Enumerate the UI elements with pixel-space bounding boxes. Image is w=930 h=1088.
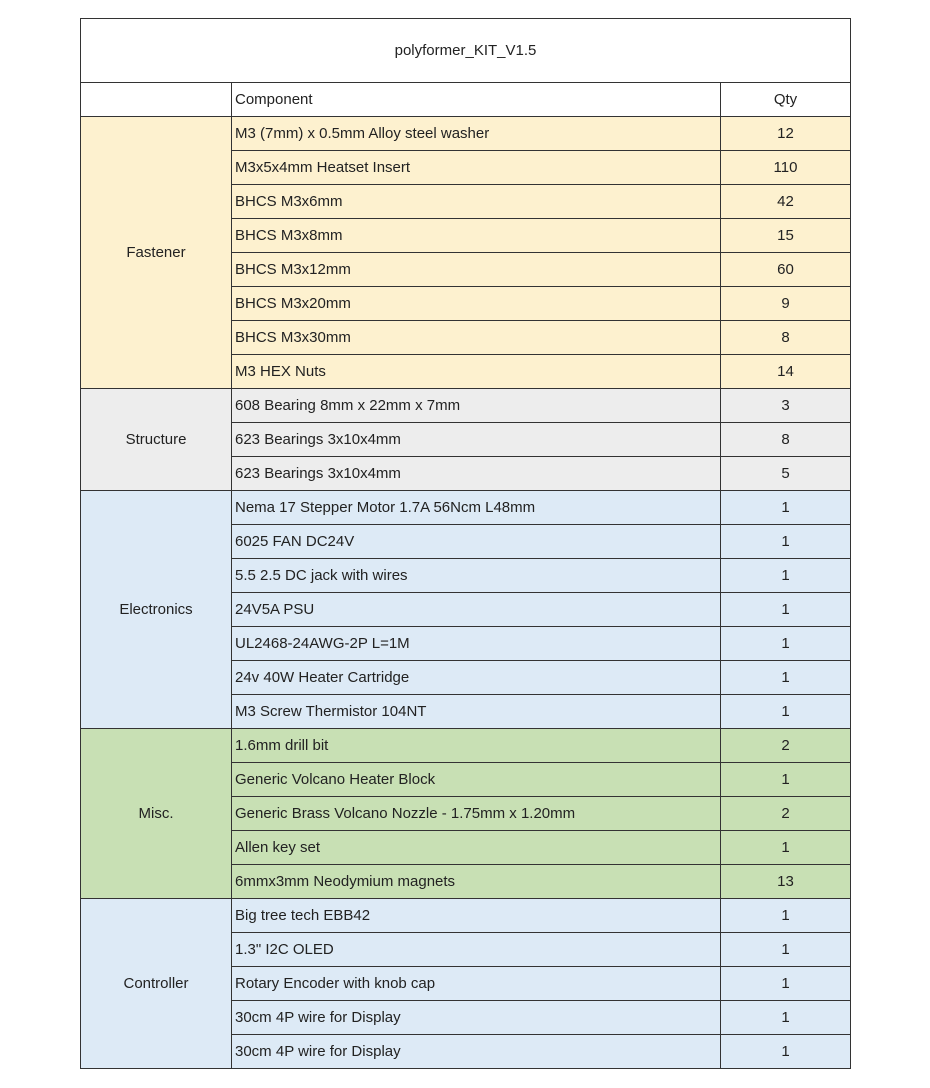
qty-cell: 3 [721, 389, 851, 423]
qty-cell: 110 [721, 151, 851, 185]
component-cell: Generic Brass Volcano Nozzle - 1.75mm x 1.20mm [232, 797, 721, 831]
component-cell: M3 Screw Thermistor 104NT [232, 695, 721, 729]
qty-cell: 42 [721, 185, 851, 219]
component-cell: 30cm 4P wire for Display [232, 1035, 721, 1069]
component-cell: 1.3" I2C OLED [232, 933, 721, 967]
qty-cell: 9 [721, 287, 851, 321]
category-header [81, 83, 232, 117]
qty-cell: 14 [721, 355, 851, 389]
qty-cell: 1 [721, 899, 851, 933]
component-cell: Allen key set [232, 831, 721, 865]
qty-cell: 12 [721, 117, 851, 151]
table-row [81, 491, 851, 525]
component-cell: M3 (7mm) x 0.5mm Alloy steel washer [232, 117, 721, 151]
title-row [81, 19, 851, 83]
category-cell-controller: Controller [81, 899, 232, 1069]
component-cell: BHCS M3x6mm [232, 185, 721, 219]
component-cell: BHCS M3x20mm [232, 287, 721, 321]
qty-cell: 5 [721, 457, 851, 491]
component-cell: 6mmx3mm Neodymium magnets [232, 865, 721, 899]
qty-cell: 1 [721, 933, 851, 967]
qty-cell: 1 [721, 763, 851, 797]
component-cell: BHCS M3x8mm [232, 219, 721, 253]
component-cell: 24v 40W Heater Cartridge [232, 661, 721, 695]
qty-cell: 15 [721, 219, 851, 253]
qty-cell: 1 [721, 525, 851, 559]
component-cell: 6025 FAN DC24V [232, 525, 721, 559]
table-row [81, 899, 851, 933]
bom-table [80, 18, 851, 1069]
bom-table-body [81, 19, 851, 1069]
table-row [81, 117, 851, 151]
category-cell-misc: Misc. [81, 729, 232, 899]
component-cell: 5.5 2.5 DC jack with wires [232, 559, 721, 593]
component-cell: BHCS M3x30mm [232, 321, 721, 355]
component-cell: Rotary Encoder with knob cap [232, 967, 721, 1001]
bom-sheet [80, 18, 850, 1069]
qty-cell: 1 [721, 559, 851, 593]
component-cell: Generic Volcano Heater Block [232, 763, 721, 797]
header-row [81, 83, 851, 117]
sheet-title: polyformer_KIT_V1.5 [81, 19, 851, 83]
component-cell: Big tree tech EBB42 [232, 899, 721, 933]
category-cell-fastener: Fastener [81, 117, 232, 389]
qty-cell: 1 [721, 661, 851, 695]
component-cell: 608 Bearing 8mm x 22mm x 7mm [232, 389, 721, 423]
component-cell: UL2468-24AWG-2P L=1M [232, 627, 721, 661]
component-cell: M3 HEX Nuts [232, 355, 721, 389]
qty-cell: 1 [721, 491, 851, 525]
category-cell-structure: Structure [81, 389, 232, 491]
table-row [81, 729, 851, 763]
qty-cell: 2 [721, 797, 851, 831]
category-cell-electronics: Electronics [81, 491, 232, 729]
component-cell: BHCS M3x12mm [232, 253, 721, 287]
qty-cell: 8 [721, 321, 851, 355]
qty-cell: 1 [721, 1001, 851, 1035]
component-cell: 24V5A PSU [232, 593, 721, 627]
qty-cell: 1 [721, 593, 851, 627]
qty-cell: 13 [721, 865, 851, 899]
component-cell: M3x5x4mm Heatset Insert [232, 151, 721, 185]
qty-cell: 2 [721, 729, 851, 763]
qty-cell: 1 [721, 967, 851, 1001]
component-cell: 30cm 4P wire for Display [232, 1001, 721, 1035]
component-cell: 623 Bearings 3x10x4mm [232, 423, 721, 457]
qty-cell: 8 [721, 423, 851, 457]
qty-cell: 1 [721, 1035, 851, 1069]
component-cell: 1.6mm drill bit [232, 729, 721, 763]
component-cell: Nema 17 Stepper Motor 1.7A 56Ncm L48mm [232, 491, 721, 525]
qty-cell: 60 [721, 253, 851, 287]
qty-cell: 1 [721, 831, 851, 865]
qty-cell: 1 [721, 627, 851, 661]
table-row [81, 389, 851, 423]
qty-cell: 1 [721, 695, 851, 729]
component-cell: 623 Bearings 3x10x4mm [232, 457, 721, 491]
qty-header: Qty [721, 83, 851, 117]
component-header: Component [232, 83, 721, 117]
